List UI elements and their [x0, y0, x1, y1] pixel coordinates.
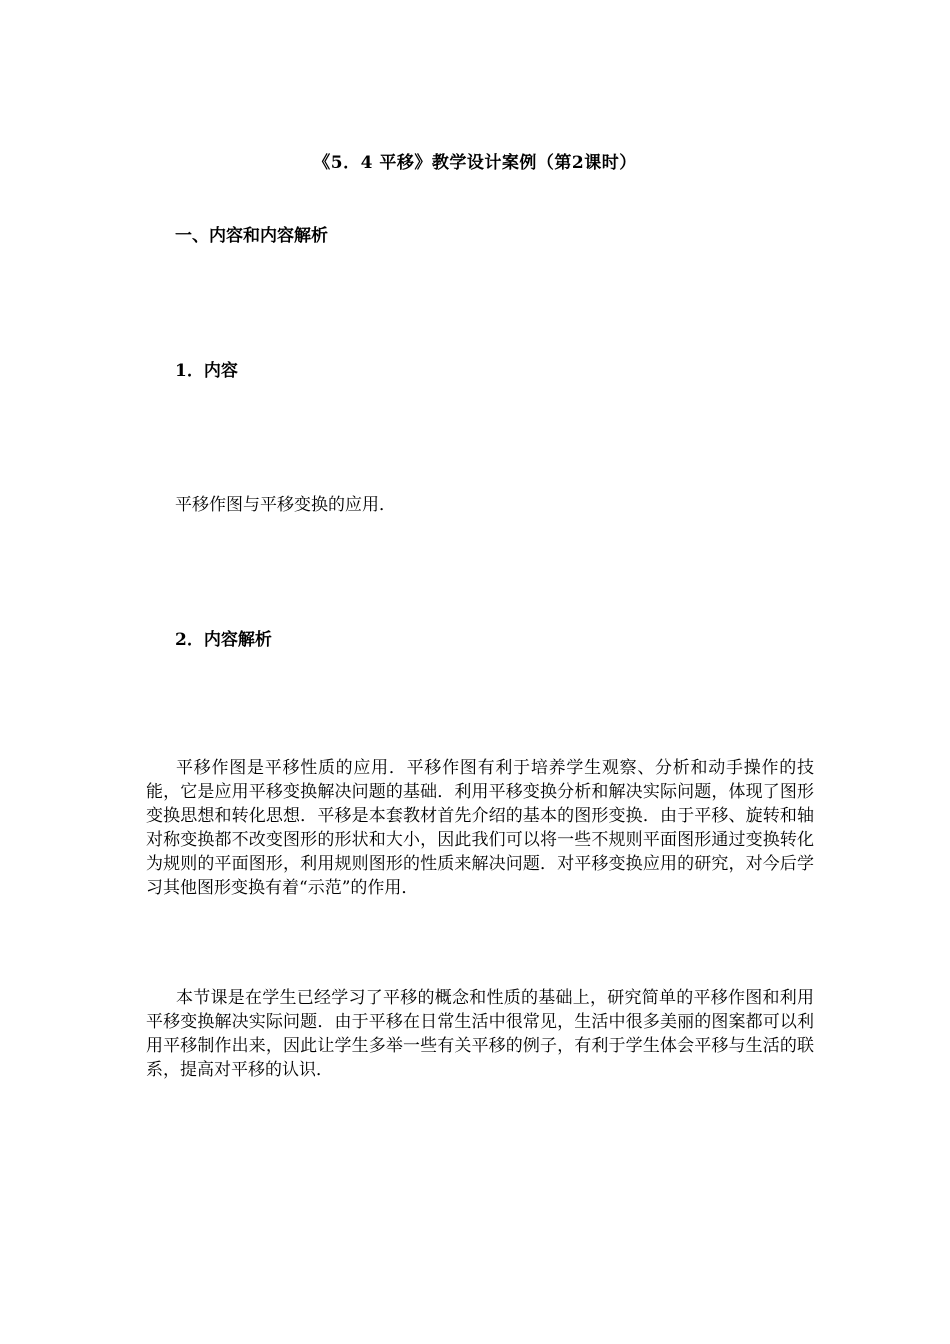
- analysis-heading: 2．内容解析: [175, 630, 272, 650]
- content-text: 平移作图与平移变换的应用．: [175, 495, 396, 515]
- analysis-paragraph-2: 本节课是在学生已经学习了平移的概念和性质的基础上，研究简单的平移作图和利用平移变换解决实际问题．由于平移在日常生活中很常见，生活中很多美丽的图案都可以利用平移制作出来，因此让学生多举一些有关平移的例子，有利于学生体会平移与生活的联系，提高对平移的认识．: [146, 988, 814, 1080]
- section-heading: 一、内容和内容解析: [175, 226, 328, 246]
- content-heading: 1．内容: [175, 361, 238, 381]
- analysis-paragraph-1: 平移作图是平移性质的应用．平移作图有利于培养学生观察、分析和动手操作的技能，它是应用平移变换解决问题的基础．利用平移变换分析和解决实际问题，体现了图形变换思想和转化思想．平移是本套教材首先介绍的基本的图形变换．由于平移、旋转和轴对称变换都不改变图形的形状和大小，因此我们可以将一些不规则平面图形通过变换转化为规则的平面图形，利用规则图形的性质来解决问题．对平移变换应用的研究，对今后学习其他图形变换有着“示范”的作用．: [146, 758, 814, 898]
- document-title: 《5．4 平移》教学设计案例（第2课时）: [313, 153, 637, 173]
